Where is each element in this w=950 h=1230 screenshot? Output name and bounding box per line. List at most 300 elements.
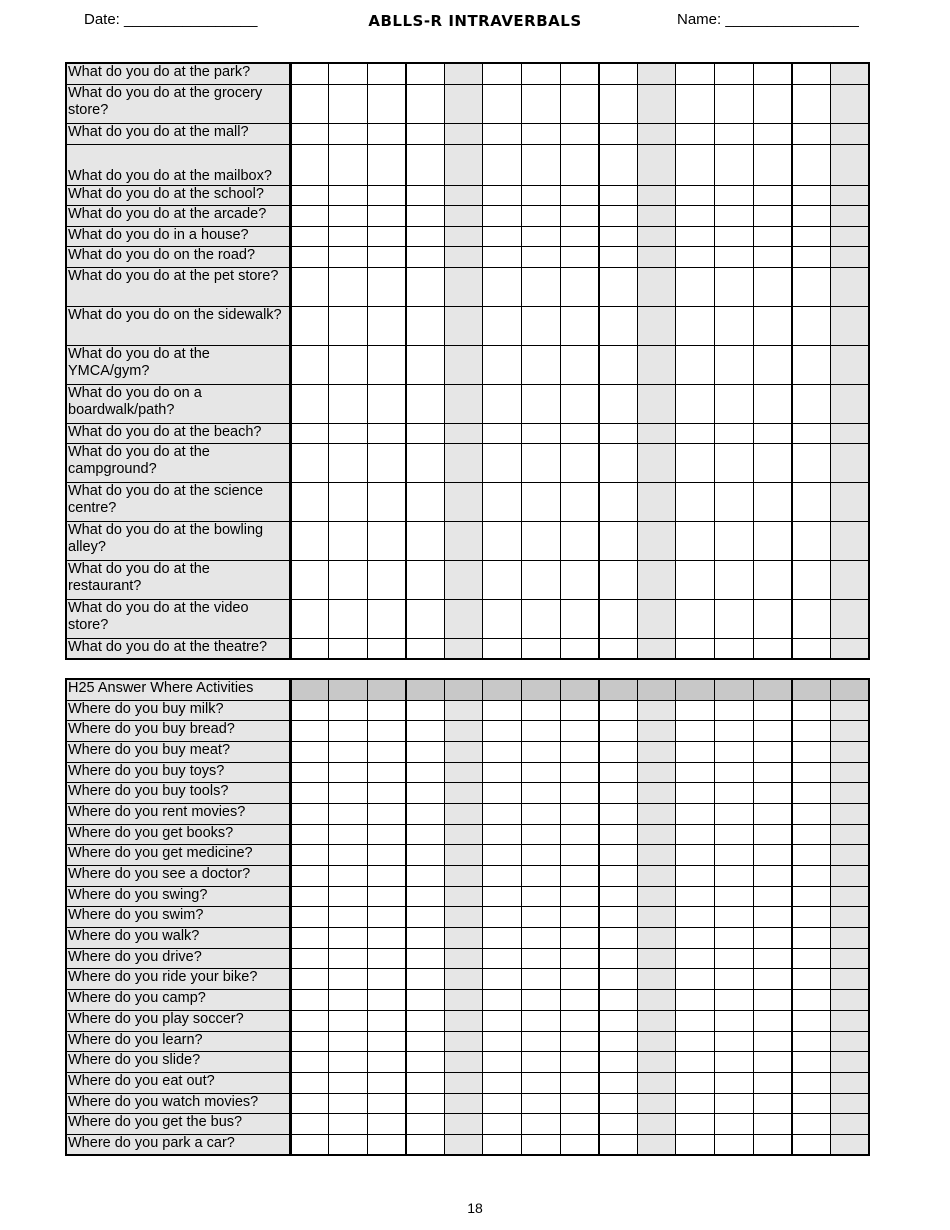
response-cell[interactable]	[560, 482, 599, 521]
response-cell[interactable]	[483, 246, 522, 267]
response-cell[interactable]	[560, 205, 599, 226]
response-cell[interactable]	[599, 1052, 638, 1073]
response-cell[interactable]	[792, 144, 831, 185]
response-cell[interactable]	[753, 1134, 792, 1155]
response-cell[interactable]	[444, 1031, 483, 1052]
response-cell[interactable]	[560, 521, 599, 560]
response-cell[interactable]	[367, 1114, 406, 1135]
response-cell[interactable]	[676, 246, 715, 267]
response-cell[interactable]	[792, 700, 831, 721]
response-cell[interactable]	[290, 990, 329, 1011]
response-cell[interactable]	[715, 700, 754, 721]
response-cell[interactable]	[483, 1072, 522, 1093]
response-cell[interactable]	[290, 560, 329, 599]
response-cell[interactable]	[367, 845, 406, 866]
response-cell[interactable]	[367, 599, 406, 638]
response-cell[interactable]	[715, 741, 754, 762]
response-cell[interactable]	[830, 1072, 869, 1093]
response-cell[interactable]	[792, 948, 831, 969]
response-cell[interactable]	[290, 1134, 329, 1155]
response-cell[interactable]	[406, 1114, 445, 1135]
response-cell[interactable]	[792, 226, 831, 246]
response-cell[interactable]	[522, 928, 561, 949]
response-cell[interactable]	[830, 306, 869, 345]
response-cell[interactable]	[560, 990, 599, 1011]
response-cell[interactable]	[483, 1134, 522, 1155]
response-cell[interactable]	[792, 521, 831, 560]
response-cell[interactable]	[715, 1134, 754, 1155]
response-cell[interactable]	[329, 1052, 368, 1073]
response-cell[interactable]	[444, 1072, 483, 1093]
response-cell[interactable]	[676, 700, 715, 721]
response-cell[interactable]	[830, 560, 869, 599]
response-cell[interactable]	[637, 845, 676, 866]
response-cell[interactable]	[290, 443, 329, 482]
response-cell[interactable]	[406, 560, 445, 599]
response-cell[interactable]	[560, 638, 599, 659]
response-cell[interactable]	[599, 306, 638, 345]
response-cell[interactable]	[290, 1072, 329, 1093]
response-cell[interactable]	[522, 345, 561, 384]
response-cell[interactable]	[406, 185, 445, 205]
response-cell[interactable]	[637, 1052, 676, 1073]
response-cell[interactable]	[792, 1072, 831, 1093]
response-cell[interactable]	[522, 969, 561, 990]
response-cell[interactable]	[753, 1072, 792, 1093]
response-cell[interactable]	[367, 783, 406, 804]
response-cell[interactable]	[329, 907, 368, 928]
response-cell[interactable]	[637, 1031, 676, 1052]
response-cell[interactable]	[637, 741, 676, 762]
response-cell[interactable]	[753, 803, 792, 824]
response-cell[interactable]	[483, 443, 522, 482]
response-cell[interactable]	[522, 246, 561, 267]
response-cell[interactable]	[522, 123, 561, 144]
response-cell[interactable]	[637, 306, 676, 345]
response-cell[interactable]	[329, 700, 368, 721]
response-cell[interactable]	[290, 700, 329, 721]
response-cell[interactable]	[444, 205, 483, 226]
response-cell[interactable]	[599, 246, 638, 267]
response-cell[interactable]	[406, 521, 445, 560]
response-cell[interactable]	[483, 144, 522, 185]
response-cell[interactable]	[290, 803, 329, 824]
response-cell[interactable]	[560, 599, 599, 638]
response-cell[interactable]	[329, 1114, 368, 1135]
response-cell[interactable]	[792, 443, 831, 482]
response-cell[interactable]	[329, 384, 368, 423]
response-cell[interactable]	[444, 423, 483, 443]
response-cell[interactable]	[753, 638, 792, 659]
response-cell[interactable]	[830, 721, 869, 742]
response-cell[interactable]	[483, 638, 522, 659]
response-cell[interactable]	[599, 345, 638, 384]
response-cell[interactable]	[406, 306, 445, 345]
response-cell[interactable]	[830, 1031, 869, 1052]
response-cell[interactable]	[290, 1031, 329, 1052]
response-cell[interactable]	[676, 599, 715, 638]
response-cell[interactable]	[560, 783, 599, 804]
response-cell[interactable]	[522, 866, 561, 887]
response-cell[interactable]	[676, 907, 715, 928]
response-cell[interactable]	[560, 700, 599, 721]
response-cell[interactable]	[522, 824, 561, 845]
response-cell[interactable]	[676, 384, 715, 423]
response-cell[interactable]	[560, 63, 599, 84]
response-cell[interactable]	[329, 560, 368, 599]
response-cell[interactable]	[560, 144, 599, 185]
response-cell[interactable]	[290, 123, 329, 144]
response-cell[interactable]	[715, 246, 754, 267]
response-cell[interactable]	[676, 560, 715, 599]
response-cell[interactable]	[290, 948, 329, 969]
response-cell[interactable]	[715, 482, 754, 521]
response-cell[interactable]	[444, 990, 483, 1011]
response-cell[interactable]	[676, 267, 715, 306]
response-cell[interactable]	[637, 886, 676, 907]
response-cell[interactable]	[367, 803, 406, 824]
response-cell[interactable]	[444, 560, 483, 599]
response-cell[interactable]	[367, 866, 406, 887]
response-cell[interactable]	[560, 560, 599, 599]
response-cell[interactable]	[830, 144, 869, 185]
response-cell[interactable]	[290, 866, 329, 887]
response-cell[interactable]	[329, 1093, 368, 1114]
response-cell[interactable]	[637, 423, 676, 443]
response-cell[interactable]	[560, 948, 599, 969]
response-cell[interactable]	[599, 886, 638, 907]
response-cell[interactable]	[715, 1072, 754, 1093]
response-cell[interactable]	[406, 886, 445, 907]
response-cell[interactable]	[753, 345, 792, 384]
response-cell[interactable]	[290, 482, 329, 521]
response-cell[interactable]	[522, 226, 561, 246]
response-cell[interactable]	[522, 1010, 561, 1031]
response-cell[interactable]	[329, 482, 368, 521]
response-cell[interactable]	[406, 1010, 445, 1031]
response-cell[interactable]	[676, 990, 715, 1011]
response-cell[interactable]	[560, 824, 599, 845]
response-cell[interactable]	[792, 185, 831, 205]
response-cell[interactable]	[560, 721, 599, 742]
response-cell[interactable]	[329, 886, 368, 907]
response-cell[interactable]	[637, 560, 676, 599]
response-cell[interactable]	[715, 521, 754, 560]
response-cell[interactable]	[329, 741, 368, 762]
response-cell[interactable]	[483, 599, 522, 638]
response-cell[interactable]	[483, 928, 522, 949]
response-cell[interactable]	[599, 721, 638, 742]
response-cell[interactable]	[444, 803, 483, 824]
response-cell[interactable]	[444, 443, 483, 482]
response-cell[interactable]	[444, 1093, 483, 1114]
response-cell[interactable]	[367, 267, 406, 306]
response-cell[interactable]	[367, 824, 406, 845]
response-cell[interactable]	[522, 1072, 561, 1093]
response-cell[interactable]	[830, 803, 869, 824]
response-cell[interactable]	[483, 226, 522, 246]
response-cell[interactable]	[753, 185, 792, 205]
response-cell[interactable]	[676, 1114, 715, 1135]
response-cell[interactable]	[599, 205, 638, 226]
response-cell[interactable]	[830, 1134, 869, 1155]
response-cell[interactable]	[637, 123, 676, 144]
response-cell[interactable]	[444, 948, 483, 969]
response-cell[interactable]	[792, 246, 831, 267]
response-cell[interactable]	[290, 1010, 329, 1031]
response-cell[interactable]	[329, 928, 368, 949]
response-cell[interactable]	[560, 246, 599, 267]
response-cell[interactable]	[753, 845, 792, 866]
response-cell[interactable]	[599, 423, 638, 443]
response-cell[interactable]	[290, 345, 329, 384]
response-cell[interactable]	[676, 306, 715, 345]
response-cell[interactable]	[406, 783, 445, 804]
response-cell[interactable]	[444, 384, 483, 423]
response-cell[interactable]	[637, 969, 676, 990]
response-cell[interactable]	[830, 423, 869, 443]
response-cell[interactable]	[329, 443, 368, 482]
response-cell[interactable]	[367, 700, 406, 721]
response-cell[interactable]	[406, 948, 445, 969]
response-cell[interactable]	[522, 803, 561, 824]
response-cell[interactable]	[560, 423, 599, 443]
response-cell[interactable]	[522, 185, 561, 205]
response-cell[interactable]	[560, 123, 599, 144]
response-cell[interactable]	[599, 185, 638, 205]
response-cell[interactable]	[830, 267, 869, 306]
response-cell[interactable]	[676, 443, 715, 482]
response-cell[interactable]	[406, 599, 445, 638]
response-cell[interactable]	[406, 345, 445, 384]
response-cell[interactable]	[444, 521, 483, 560]
response-cell[interactable]	[290, 1114, 329, 1135]
response-cell[interactable]	[444, 866, 483, 887]
response-cell[interactable]	[483, 990, 522, 1011]
response-cell[interactable]	[599, 144, 638, 185]
response-cell[interactable]	[637, 1114, 676, 1135]
response-cell[interactable]	[367, 306, 406, 345]
response-cell[interactable]	[792, 599, 831, 638]
response-cell[interactable]	[560, 267, 599, 306]
response-cell[interactable]	[637, 638, 676, 659]
response-cell[interactable]	[406, 762, 445, 783]
response-cell[interactable]	[637, 521, 676, 560]
response-cell[interactable]	[560, 306, 599, 345]
response-cell[interactable]	[444, 741, 483, 762]
response-cell[interactable]	[560, 1114, 599, 1135]
response-cell[interactable]	[483, 1093, 522, 1114]
response-cell[interactable]	[290, 599, 329, 638]
response-cell[interactable]	[444, 1052, 483, 1073]
response-cell[interactable]	[406, 741, 445, 762]
response-cell[interactable]	[329, 185, 368, 205]
response-cell[interactable]	[444, 226, 483, 246]
response-cell[interactable]	[676, 1072, 715, 1093]
response-cell[interactable]	[715, 306, 754, 345]
response-cell[interactable]	[290, 783, 329, 804]
response-cell[interactable]	[329, 521, 368, 560]
response-cell[interactable]	[483, 521, 522, 560]
response-cell[interactable]	[792, 63, 831, 84]
response-cell[interactable]	[406, 84, 445, 123]
response-cell[interactable]	[792, 1052, 831, 1073]
response-cell[interactable]	[753, 521, 792, 560]
response-cell[interactable]	[290, 384, 329, 423]
response-cell[interactable]	[367, 907, 406, 928]
response-cell[interactable]	[329, 866, 368, 887]
response-cell[interactable]	[753, 560, 792, 599]
response-cell[interactable]	[290, 246, 329, 267]
response-cell[interactable]	[329, 423, 368, 443]
response-cell[interactable]	[444, 783, 483, 804]
response-cell[interactable]	[406, 423, 445, 443]
response-cell[interactable]	[522, 205, 561, 226]
response-cell[interactable]	[637, 824, 676, 845]
response-cell[interactable]	[367, 638, 406, 659]
response-cell[interactable]	[560, 1052, 599, 1073]
response-cell[interactable]	[715, 84, 754, 123]
response-cell[interactable]	[367, 205, 406, 226]
response-cell[interactable]	[753, 969, 792, 990]
response-cell[interactable]	[560, 969, 599, 990]
response-cell[interactable]	[329, 63, 368, 84]
response-cell[interactable]	[676, 521, 715, 560]
response-cell[interactable]	[406, 824, 445, 845]
response-cell[interactable]	[676, 226, 715, 246]
response-cell[interactable]	[637, 1134, 676, 1155]
response-cell[interactable]	[715, 824, 754, 845]
response-cell[interactable]	[676, 144, 715, 185]
response-cell[interactable]	[290, 721, 329, 742]
response-cell[interactable]	[830, 443, 869, 482]
response-cell[interactable]	[560, 886, 599, 907]
response-cell[interactable]	[715, 63, 754, 84]
response-cell[interactable]	[792, 267, 831, 306]
response-cell[interactable]	[406, 638, 445, 659]
response-cell[interactable]	[483, 824, 522, 845]
response-cell[interactable]	[444, 638, 483, 659]
response-cell[interactable]	[367, 123, 406, 144]
response-cell[interactable]	[676, 482, 715, 521]
response-cell[interactable]	[367, 969, 406, 990]
response-cell[interactable]	[444, 185, 483, 205]
response-cell[interactable]	[676, 84, 715, 123]
response-cell[interactable]	[329, 267, 368, 306]
response-cell[interactable]	[830, 1052, 869, 1073]
response-cell[interactable]	[444, 969, 483, 990]
response-cell[interactable]	[522, 599, 561, 638]
response-cell[interactable]	[522, 1052, 561, 1073]
response-cell[interactable]	[753, 384, 792, 423]
response-cell[interactable]	[290, 63, 329, 84]
response-cell[interactable]	[715, 845, 754, 866]
response-cell[interactable]	[715, 1114, 754, 1135]
response-cell[interactable]	[599, 928, 638, 949]
response-cell[interactable]	[560, 1072, 599, 1093]
response-cell[interactable]	[560, 384, 599, 423]
response-cell[interactable]	[483, 185, 522, 205]
response-cell[interactable]	[676, 1093, 715, 1114]
response-cell[interactable]	[367, 762, 406, 783]
response-cell[interactable]	[637, 948, 676, 969]
response-cell[interactable]	[522, 1093, 561, 1114]
response-cell[interactable]	[676, 1134, 715, 1155]
response-cell[interactable]	[637, 84, 676, 123]
response-cell[interactable]	[599, 741, 638, 762]
response-cell[interactable]	[753, 482, 792, 521]
response-cell[interactable]	[290, 267, 329, 306]
response-cell[interactable]	[599, 1031, 638, 1052]
response-cell[interactable]	[715, 1010, 754, 1031]
response-cell[interactable]	[367, 1134, 406, 1155]
response-cell[interactable]	[483, 345, 522, 384]
response-cell[interactable]	[715, 990, 754, 1011]
response-cell[interactable]	[792, 306, 831, 345]
response-cell[interactable]	[483, 84, 522, 123]
response-cell[interactable]	[483, 762, 522, 783]
response-cell[interactable]	[753, 443, 792, 482]
response-cell[interactable]	[483, 721, 522, 742]
response-cell[interactable]	[715, 886, 754, 907]
response-cell[interactable]	[830, 185, 869, 205]
response-cell[interactable]	[792, 990, 831, 1011]
response-cell[interactable]	[329, 969, 368, 990]
response-cell[interactable]	[367, 928, 406, 949]
response-cell[interactable]	[522, 1031, 561, 1052]
response-cell[interactable]	[715, 123, 754, 144]
response-cell[interactable]	[329, 990, 368, 1011]
response-cell[interactable]	[290, 762, 329, 783]
response-cell[interactable]	[753, 123, 792, 144]
response-cell[interactable]	[637, 1010, 676, 1031]
response-cell[interactable]	[715, 969, 754, 990]
response-cell[interactable]	[637, 1072, 676, 1093]
response-cell[interactable]	[715, 803, 754, 824]
response-cell[interactable]	[329, 845, 368, 866]
response-cell[interactable]	[676, 345, 715, 384]
response-cell[interactable]	[830, 246, 869, 267]
response-cell[interactable]	[830, 969, 869, 990]
response-cell[interactable]	[753, 824, 792, 845]
response-cell[interactable]	[715, 721, 754, 742]
response-cell[interactable]	[753, 948, 792, 969]
response-cell[interactable]	[367, 144, 406, 185]
response-cell[interactable]	[406, 482, 445, 521]
response-cell[interactable]	[715, 267, 754, 306]
response-cell[interactable]	[599, 63, 638, 84]
response-cell[interactable]	[676, 762, 715, 783]
response-cell[interactable]	[329, 638, 368, 659]
response-cell[interactable]	[830, 123, 869, 144]
response-cell[interactable]	[599, 84, 638, 123]
response-cell[interactable]	[290, 886, 329, 907]
response-cell[interactable]	[290, 824, 329, 845]
response-cell[interactable]	[329, 345, 368, 384]
response-cell[interactable]	[599, 123, 638, 144]
response-cell[interactable]	[792, 803, 831, 824]
response-cell[interactable]	[792, 866, 831, 887]
response-cell[interactable]	[715, 226, 754, 246]
response-cell[interactable]	[676, 1010, 715, 1031]
response-cell[interactable]	[444, 306, 483, 345]
response-cell[interactable]	[753, 205, 792, 226]
response-cell[interactable]	[290, 306, 329, 345]
response-cell[interactable]	[522, 700, 561, 721]
response-cell[interactable]	[483, 482, 522, 521]
response-cell[interactable]	[599, 990, 638, 1011]
response-cell[interactable]	[792, 783, 831, 804]
